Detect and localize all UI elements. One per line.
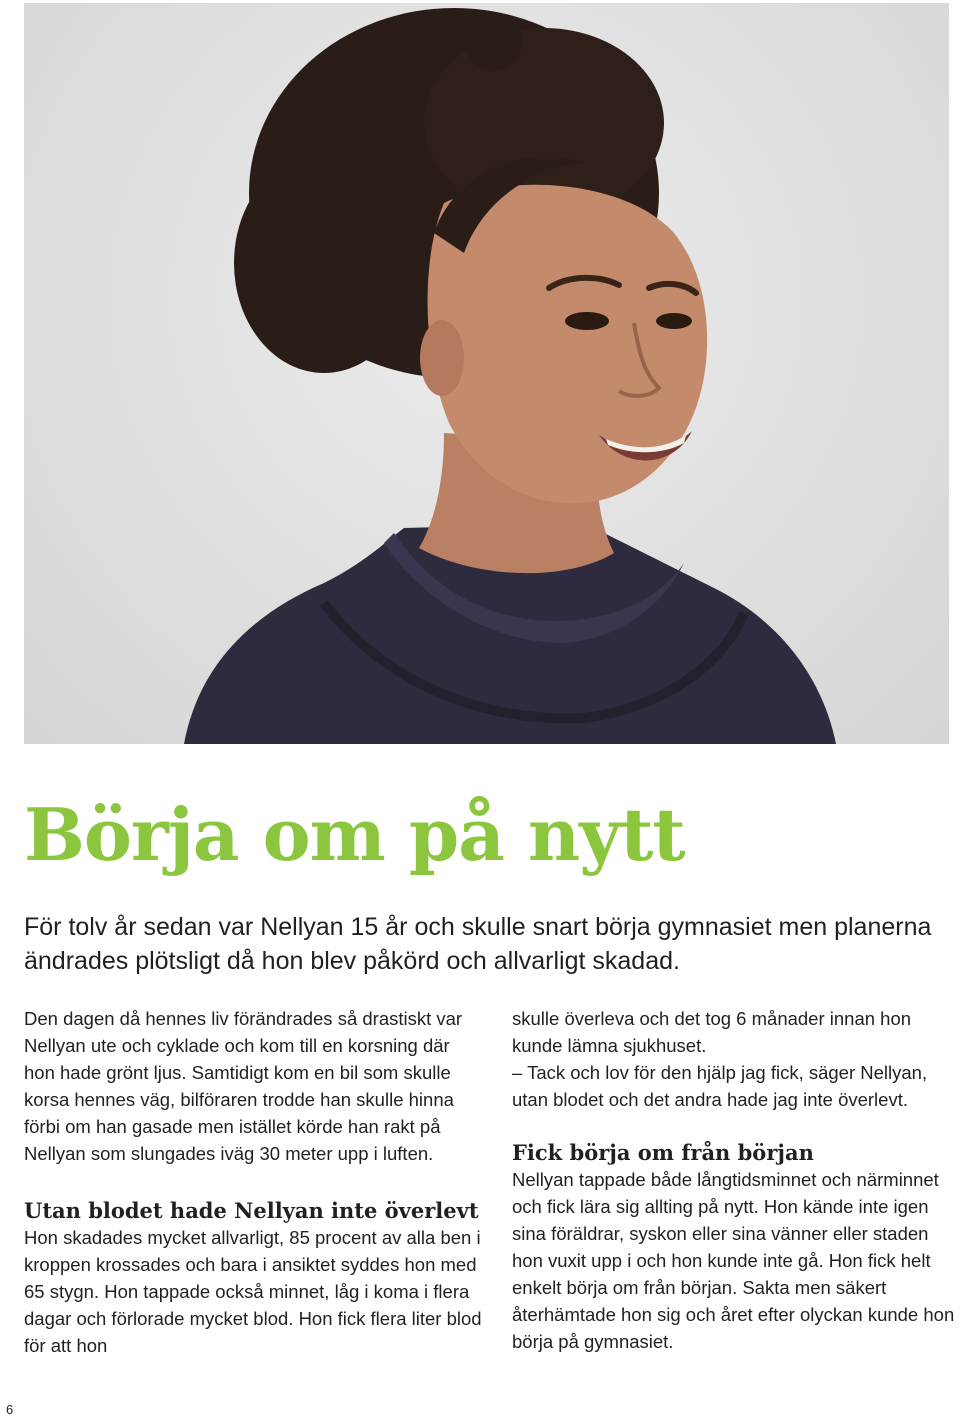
headline: Börja om på nytt	[24, 792, 685, 877]
subheading: Utan blodet hade Nellyan inte överlevt	[24, 1198, 479, 1223]
left-column	[24, 1005, 484, 1359]
subheading: Fick börja om från början	[512, 1140, 814, 1165]
lead-paragraph: För tolv år sedan var Nellyan 15 år och skulle snart börja gymnasiet men planerna ändrades plötsligt då hon blev påkörd och allvarligt skadad.	[24, 913, 932, 975]
body-paragraph: skulle överleva och det tog 6 månader innan hon kunde lämna sjukhuset.	[512, 1008, 912, 1056]
body-paragraph: Hon skadades mycket allvarligt, 85 procent av alla ben i kroppen krossades och bara i ansiktet syddes hon med 65 stygn. Hon tappade också minnet, låg i koma i flera dagar och förlorade mycket blod. Hon fick flera liter blod för att hon	[24, 1227, 482, 1356]
quote-paragraph: – Tack och lov för den hjälp jag fick, säger Nellyan, utan blodet och det andra hade jag inte överlevt.	[512, 1062, 928, 1110]
body-paragraph: Den dagen då hennes liv förändrades så drastiskt var Nellyan ute och cyklade och kom till en korsning där hon hade grönt ljus. Samtidigt kom en bil som skulle korsa hennes väg, bilföraren trodde han skulle hinna förbi om han gasade men istället körde han rakt på Nellyan som slungades iväg 30 meter upp i luften.	[24, 1008, 463, 1164]
right-column	[512, 1005, 960, 1355]
portrait-photo	[24, 3, 949, 744]
portrait-illustration	[24, 3, 949, 744]
body-paragraph: Nellyan tappade både långtidsminnet och närminnet och fick lära sig allting på nytt. Hon kände inte igen sina föräldrar, syskon eller sina vänner eller staden hon vuxit upp i och hon kunde inte gå. Hon fick helt enkelt börja om från början. Sakta men säkert återhämtade hon sig och året efter olyckan kunde hon börja på gymnasiet.	[512, 1169, 955, 1352]
page-number: 6	[6, 1402, 14, 1417]
